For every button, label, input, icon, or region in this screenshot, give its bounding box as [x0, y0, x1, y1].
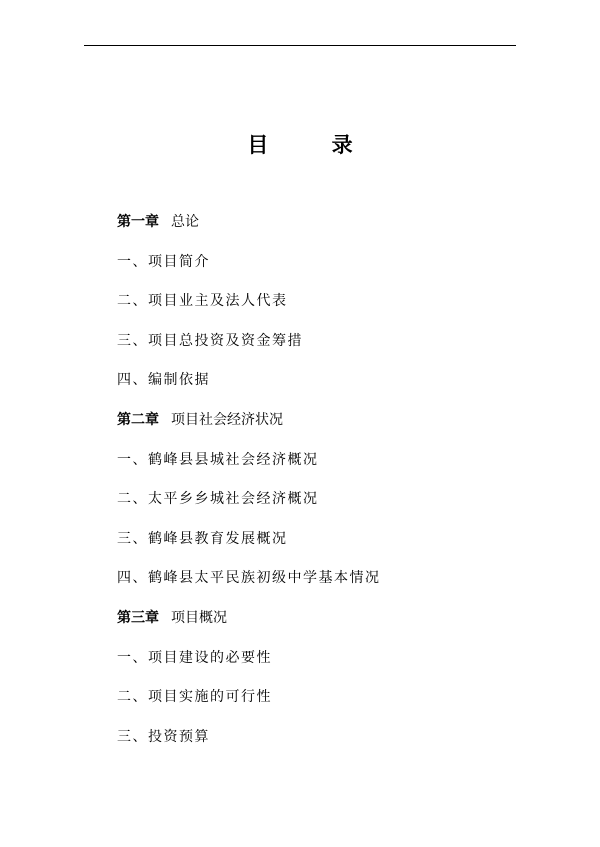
toc-chapter-2	[117, 410, 517, 450]
toc-section: 四、鹤峰县太平民族初级中学基本情况	[117, 570, 381, 587]
toc-section: 一、鹤峰县县城社会经济概况	[117, 451, 319, 468]
chapter-title: 总论	[171, 214, 199, 230]
toc-section: 一、项目简介	[117, 253, 210, 270]
toc-title: 目 录	[247, 133, 381, 157]
toc-section: 三、项目总投资及资金筹措	[117, 332, 303, 349]
toc-section: 一、项目建设的必要性	[117, 649, 272, 666]
toc-chapter-3	[117, 608, 517, 648]
toc-section: 二、太平乡乡城社会经济概况	[117, 491, 319, 508]
chapter-number: 第二章	[117, 411, 159, 428]
table-of-contents	[117, 212, 517, 766]
toc-section: 二、项目业主及法人代表	[117, 293, 288, 310]
header-rule	[84, 45, 516, 46]
toc-section: 三、投资预算	[117, 728, 210, 745]
toc-chapter-1	[117, 212, 517, 252]
toc-section: 三、鹤峰县教育发展概况	[117, 530, 288, 547]
toc-section: 二、项目实施的可行性	[117, 689, 272, 706]
toc-section: 四、编制依据	[117, 372, 210, 389]
chapter-number: 第三章	[117, 609, 159, 626]
chapter-title: 项目社会经济状况	[171, 411, 283, 428]
chapter-title: 项目概况	[171, 609, 227, 626]
chapter-number: 第一章	[117, 214, 159, 230]
